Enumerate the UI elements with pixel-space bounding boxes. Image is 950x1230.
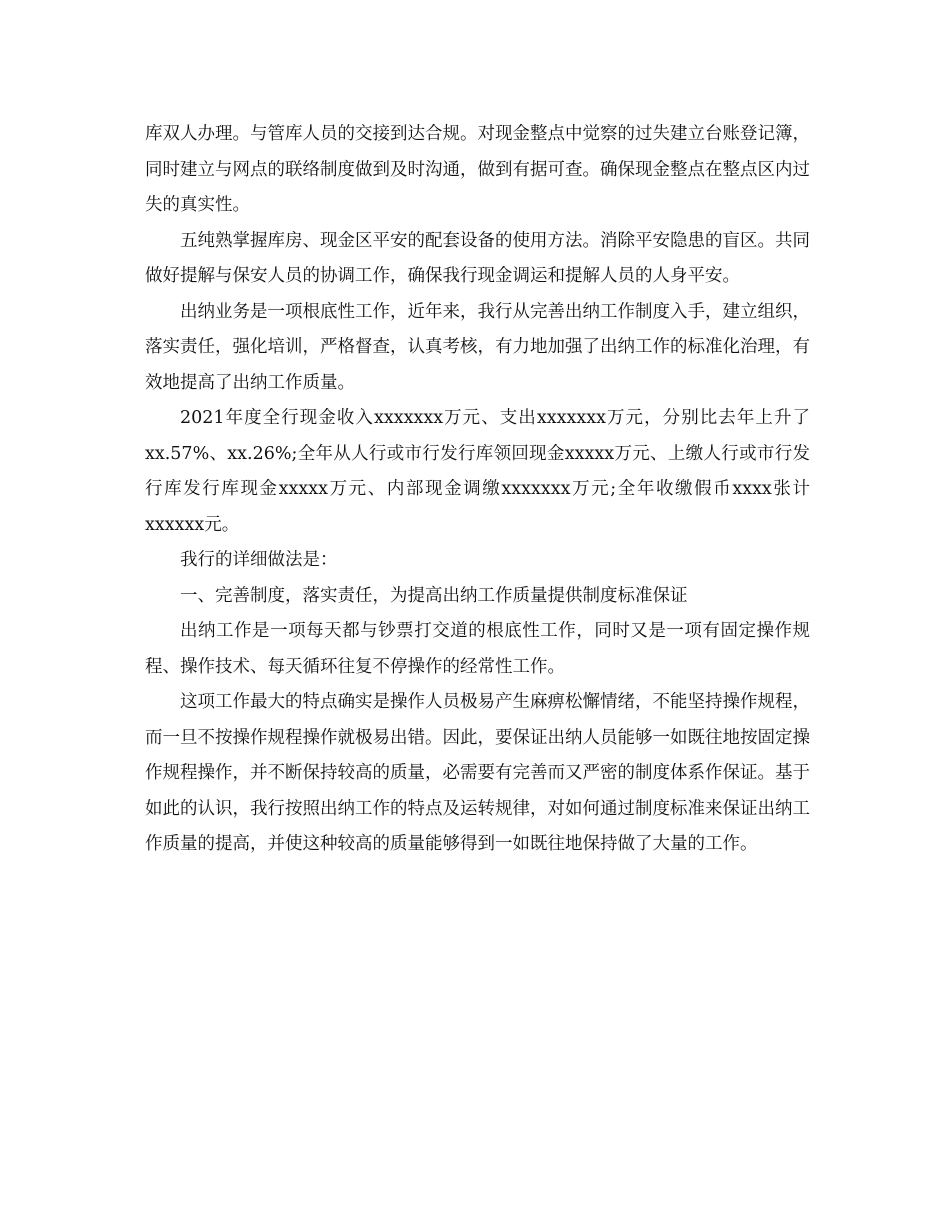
paragraph: 我行的详细做法是： [180, 550, 338, 570]
paragraph: 这项工作最大的特点确实是操作人员极易产生麻痹松懈情绪，不能坚持操作规程，而一旦不按操作规程操作就极易出错。因此，要保证出纳人员能够一如既往地按固定操作规程操作，并不断保持较高的质量，必需要有完善而又严密的制度体系作保证。基于如此的认识，我行按照出纳工作的特点及运转规律，对如何通过制度标准来保证出纳工作质量的提高，并使这种较高的质量能够得到一如既往地保持做了大量的工作。 [145, 692, 810, 854]
paragraph: 五纯熟掌握库房、现金区平安的配套设备的使用方法。消除平安隐患的盲区。共同做好提解与保安人员的协调工作，确保我行现金调运和提解人员的人身平安。 [145, 230, 810, 286]
document-body [145, 117, 810, 863]
paragraph: 出纳业务是一项根底性工作，近年来，我行从完善出纳工作制度入手，建立组织，落实责任，强化培训，严格督查，认真考核，有力地加强了出纳工作的标准化治理，有效地提高了出纳工作质量。 [145, 301, 810, 393]
paragraph: 库双人办理。与管库人员的交接到达合规。对现金整点中觉察的过失建立台账登记簿，同时建立与网点的联络制度做到及时沟通，做到有据可查。确保现金整点在整点区内过失的真实性。 [145, 124, 810, 215]
paragraph: 2021年度全行现金收入xxxxxxx万元、支出xxxxxxx万元，分别比去年上升了xx.57%、xx.26%;全年从人行或市行发行库领回现金xxxxx万元、上缴人行或市行发行库发行库现金xxxxx万元、内部现金调缴xxxxxxx万元;全年收缴假币xxxx张计xxxxxx元。 [145, 408, 810, 535]
section-heading: 一、完善制度，落实责任，为提高出纳工作质量提供制度标准保证 [180, 585, 688, 606]
paragraph: 出纳工作是一项每天都与钞票打交道的根底性工作，同时又是一项有固定操作规程、操作技术、每天循环往复不停操作的经常性工作。 [145, 621, 810, 677]
